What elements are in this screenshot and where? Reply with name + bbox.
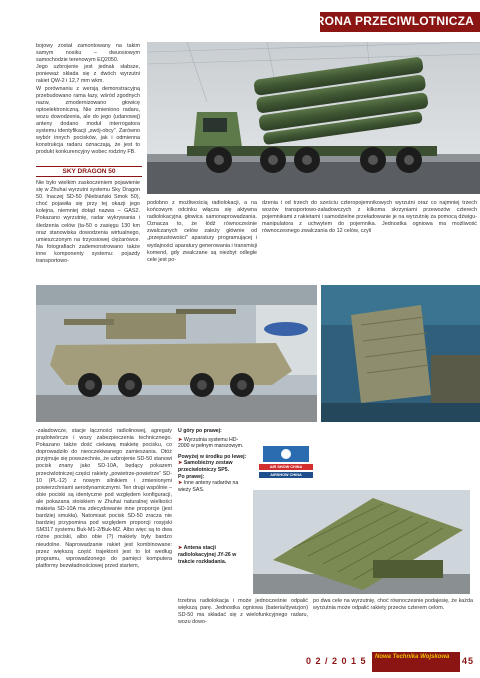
issue-number: 0 2 / 2 0 1 5 (306, 656, 367, 666)
jy26-radar-photo (253, 490, 470, 594)
caption-item: ➤ Wyrzutnia systemu HD-2000 w pełnym marszowym. (178, 436, 244, 450)
page-footer (306, 652, 480, 672)
top-left-text (36, 43, 140, 157)
paragraph: W porównaniu z wersją demonstracyjną przebudowano rama łazy, wśród zgodnych nazw, zmodernizowano głowicę optoelektroniczną. Nie zmieniono radaru, wozu dowodzenia, ale do jego (udanowej) anteny dodano moduł interrogatora systemu identyfikacji „swój-obcy”. Zarówno wybór innych pocisków, jak i odmienna konstrukcja radaru oznaczają, że jest to produkt konkurencyjny wobec rodziny FB. (36, 85, 140, 156)
col3-text: dzenia i od trzech do sześciu czteropojemnikowych wyrzutni oraz co najmniej trzech wozów transportowo-załadowczych z kilkoma skrzyniami przewozów czterech pojemnikami z rakietami i samodzielne przeładowanie je na wyrzutnię za pomocą dźwigu-manipulatora z uchwytem do pojemnika. Jednostka ogniowa ma możliwość równoczesnego zwalczania do 12 celów, czyli (262, 200, 477, 235)
caption-item: Po prawej: (178, 473, 205, 480)
caption-item: Powyżej w środku po lewej: (178, 453, 247, 460)
logo-top-text: AIR SHOW CHINA (269, 465, 303, 469)
section-header (295, 2, 480, 36)
col2-text: podobno z możliwością radiolokacji, a na końcowym odcinku włącza się aktywna radiolokacyjna głowica samonaprowadzania. Oznacza to, że łódź równocześnie zwalczanych celów zależy głównie od „przepustowości” aparatury programującej i wydajności aparatury generowania i transmisji komend, gdy zwalczane są niezbyt odległe cele jest po- (147, 200, 257, 263)
caption-item: ➤ Samobieżny zestaw przeciwlotniczy SP5. (178, 460, 233, 473)
photo-captions (178, 428, 248, 565)
subheading: SKY DRAGON 50 (36, 166, 142, 177)
caption-item: ➤ Inne anteny radarów na wieży SAS. (178, 480, 239, 493)
caption-heading: U góry po prawej: (178, 428, 222, 434)
magazine-name: Nowa Technika Wojskowa (375, 654, 450, 660)
paragraph: Jego uzbrojenie jest jednak słabsze, ponieważ składa się z dwóch wyrzutni rakiet QW-2 i 12,7 mm wkm. (36, 64, 140, 85)
bottom-mid-text: trzebna radiolokacja i może jednocześnie odpalić większą parę. Jednostka ogniowa (bateria/dywizjon) SD-50 ma składać się z wielofunkcyjnego radaru, wozu dowo- (178, 598, 308, 626)
magazine-logo (372, 652, 460, 672)
airshow-china-logo (253, 444, 319, 484)
armored-vehicle-photo (36, 285, 317, 422)
logo-main-text: AIRSHOW CHINA (270, 473, 302, 477)
caption-item: ➤ Antena stacji radiolokacyjnej JY-26 w trakcie rozkładania. (178, 545, 237, 565)
radar-antenna-photo (321, 285, 480, 422)
col1-text: Nie było wielkim zaskoczeniem pojawienie się w Zhuhai wyrzutni systemu Sky Dragon 50. Inaczej SD-50 (Niebiański Smok 50), choć pojawiła się przy tej okazji jego kolejna, niemniej dotąd nazwa – GAS2. Pokazano wyrzutnię, radar wykrywania i śledzenia celów (ta-50 o zasięgu 130 km oraz stanowiska dowodzenia wirtualnego, umieszczonym na trzyosiowej ciężarówce. Na fotografiach zademonstrowano także inne komponenty systemu: pojazdy transportowo- (36, 180, 140, 265)
bottom-left-text: -załadowcze, stacje łączności radiolinowej, agregaty prądotwórcze i wozy zabezpieczenia technicznego. Pokazano także dość ciekawą makietę pocisku, co doprowadziło do nieoczekiwanego zamieszania. Otóż przyjmuje się powszechnie, że uzbrojenie SD-50 stanowi pocisk znany jako SD-10A, będący pokazem przeciwlotniczej części rakiety „powietrze-powietrze” SD-10 (PL-12) z nowym silnikiem i zmienionymi powierzchniami aerodynamicznymi. Ten drugi wspólnie – obie pociski są identyczne pod względem konfiguracji, ale pokazana stoiskiem w Zhuhai naturalnej wielkości makieta SD-10A ma zdecydowanie inne proporcje (jest bardziej smukła). Natomiast pocisk SD-50 zracza nie bardziej przypomina pod względem proporcji rosyjski SM317 systemu Buk-M1-2/Buk-M2. Albo więc są to dwa różne pociski, albo obie (?) makiety były bardzo nieudolne. Naprowadzanie rakiet jest kombinowane: przez większą część trajektorii jest to lot według programu, wprowadzonego do pamięci komputera platformy bezwładnościowej przed startem, (36, 428, 172, 569)
bottom-right-text: po dwa cele na wyrzutnię, choć równoczesnie podajesię, że każda wyrzutnia może odpalić rakiety przeciw czterem celom. (313, 598, 473, 612)
page-number: 45 (462, 656, 475, 666)
section-title: OBRONA PRZECIWLOTNICZA (297, 14, 474, 28)
paragraph: bojowy został zamontowany na takim samym nosiku – dwuosiowym samochodzie terenowym EQ2050. (36, 43, 140, 64)
launcher-truck-photo (147, 42, 480, 194)
